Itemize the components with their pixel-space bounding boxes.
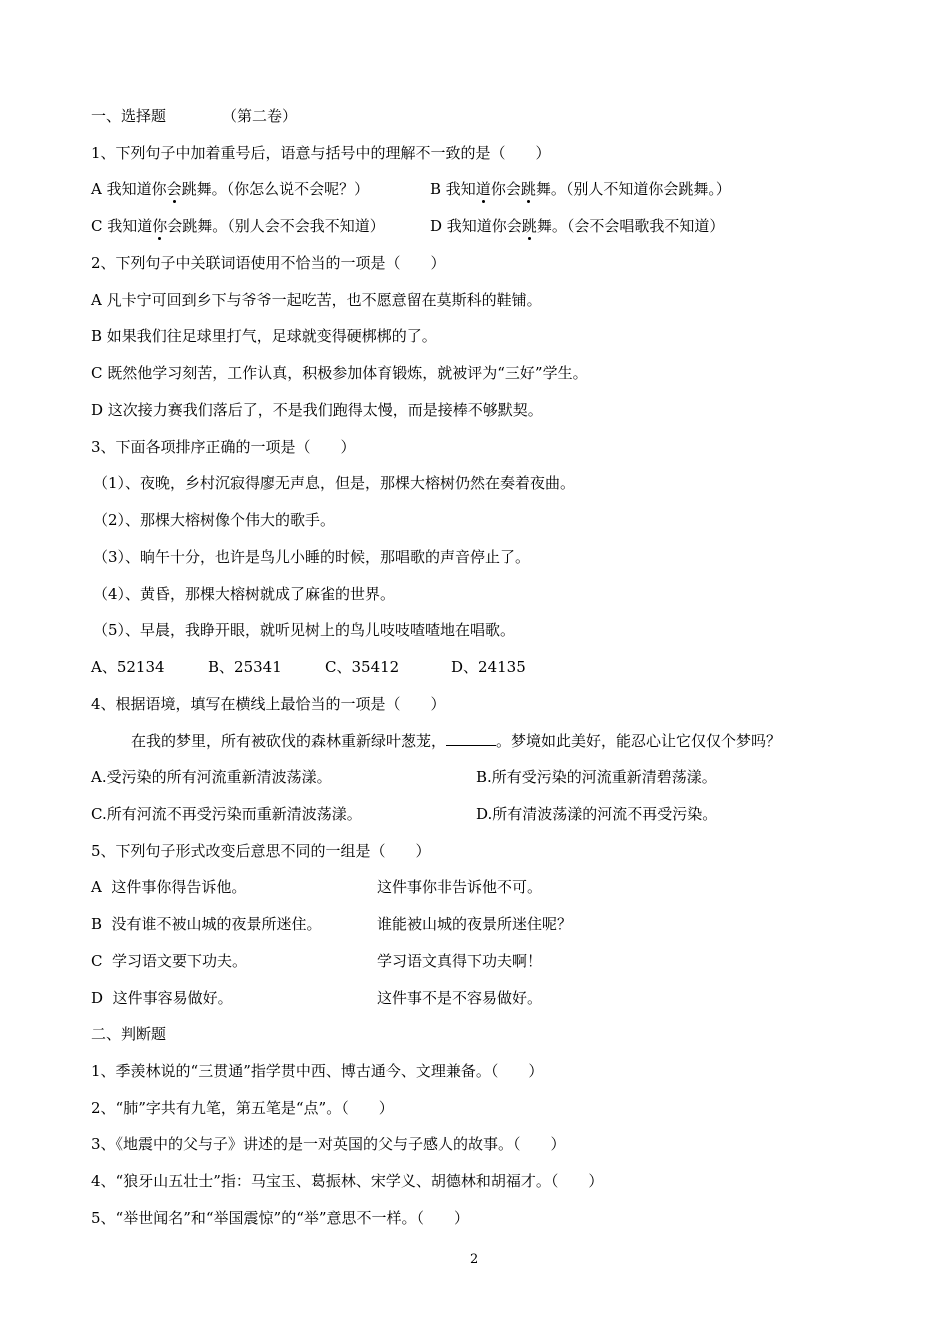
section-title: 一、选择题 xyxy=(91,107,167,125)
q4-option-d: D.所有清波荡漾的河流不再受污染。 xyxy=(476,805,718,823)
page-number: 2 xyxy=(470,1252,479,1267)
q2-option-b: B 如果我们往足球里打气，足球就变得硬梆梆的了。 xyxy=(91,327,437,345)
judge-item-3: 3、《地震中的父与子》讲述的是一对英国的父与子感人的故事。（ ） xyxy=(91,1135,566,1153)
q5-option-b-right: 谁能被山城的夜景所迷住呢？ xyxy=(377,915,573,933)
q1-option-d: D 我知道你会跳舞。（会不会唱歌我不知道） xyxy=(430,217,725,235)
q5-option-d-left: D 这件事容易做好。 xyxy=(91,989,233,1007)
q2-option-a: A 凡卡宁可回到乡下与爷爷一起吃苦，也不愿意留在莫斯科的鞋铺。 xyxy=(91,291,542,309)
q3-option-a: A、52134 xyxy=(91,658,165,676)
q4-option-b: B.所有受污染的河流重新清碧荡漾。 xyxy=(476,768,717,786)
q3-stem: 3、下面各项排序正确的一项是（ ） xyxy=(91,438,356,456)
q2-option-c: C 既然他学习刻苦，工作认真，积极参加体育锻炼，就被评为“三好”学生。 xyxy=(91,364,588,382)
q4-passage: 在我的梦里，所有被砍伐的森林重新绿叶葱茏， 。梦境如此美好，能忍心让它仅仅个梦吗？ xyxy=(131,732,782,750)
q5-option-c-right: 学习语文真得下功夫啊！ xyxy=(377,952,543,970)
judge-item-1: 1、季羡林说的“三贯通”指学贯中西、博古通今、文理兼备。（ ） xyxy=(91,1062,544,1080)
q1-option-c: C 我知道你会跳舞。（别人会不会我不知道） xyxy=(91,217,385,235)
q5-option-c-left: C 学习语文要下功夫。 xyxy=(91,952,248,970)
q3-option-d: D、24135 xyxy=(451,658,526,676)
q3-option-b: B、25341 xyxy=(208,658,282,676)
q3-sentence-1: （1）、夜晚，乡村沉寂得廖无声息，但是，那棵大榕树仍然在奏着夜曲。 xyxy=(93,474,576,492)
q3-sentence-3: （3）、晌午十分，也许是鸟儿小睡的时候，那唱歌的声音停止了。 xyxy=(93,548,531,566)
q3-sentence-2: （2）、那棵大榕树像个伟大的歌手。 xyxy=(93,511,336,529)
q5-option-b-left: B 没有谁不被山城的夜景所迷住。 xyxy=(91,915,322,933)
q4-option-c: C.所有河流不再受污染而重新清波荡漾。 xyxy=(91,805,362,823)
q5-option-a-left: A 这件事你得告诉他。 xyxy=(91,878,247,896)
q3-option-c: C、35412 xyxy=(325,658,400,676)
q1-option-a: A 我知道你会跳舞。（你怎么说不会呢？） xyxy=(91,180,370,198)
q5-option-d-right: 这件事不是不容易做好。 xyxy=(377,989,543,1007)
q1-option-b: B 我知道你会跳舞。（别人不知道你会跳舞。） xyxy=(430,180,731,198)
volume-label: （第二卷） xyxy=(222,107,298,125)
q1-stem: 1、下列句子中加着重号后，语意与括号中的理解不一致的是（ ） xyxy=(91,144,551,162)
q4-stem: 4、根据语境，填写在横线上最恰当的一项是（ ） xyxy=(91,695,446,713)
q3-sentence-5: （5）、早晨，我睁开眼，就听见树上的鸟儿吱吱喳喳地在唱歌。 xyxy=(93,621,516,639)
judge-item-5: 5、“举世闻名”和“举国震惊”的“举”意思不一样。（ ） xyxy=(91,1209,470,1227)
judge-item-4: 4、“狼牙山五壮士”指：马宝玉、葛振林、宋学义、胡德林和胡福才。（ ） xyxy=(91,1172,604,1190)
fill-blank-line xyxy=(446,731,496,746)
q2-option-d: D 这次接力赛我们落后了，不是我们跑得太慢，而是接棒不够默契。 xyxy=(91,401,543,419)
judge-item-2: 2、“肺”字共有九笔，第五笔是“点”。（ ） xyxy=(91,1099,394,1117)
q5-option-a-right: 这件事你非告诉他不可。 xyxy=(377,878,543,896)
q2-stem: 2、下列句子中关联词语使用不恰当的一项是（ ） xyxy=(91,254,446,272)
q4-option-a: A.受污染的所有河流重新清波荡漾。 xyxy=(91,768,332,786)
q3-sentence-4: （4）、黄昏，那棵大榕树就成了麻雀的世界。 xyxy=(93,585,396,603)
section2-title: 二、判断题 xyxy=(91,1025,167,1043)
q5-stem: 5、下列句子形式改变后意思不同的一组是（ ） xyxy=(91,842,431,860)
